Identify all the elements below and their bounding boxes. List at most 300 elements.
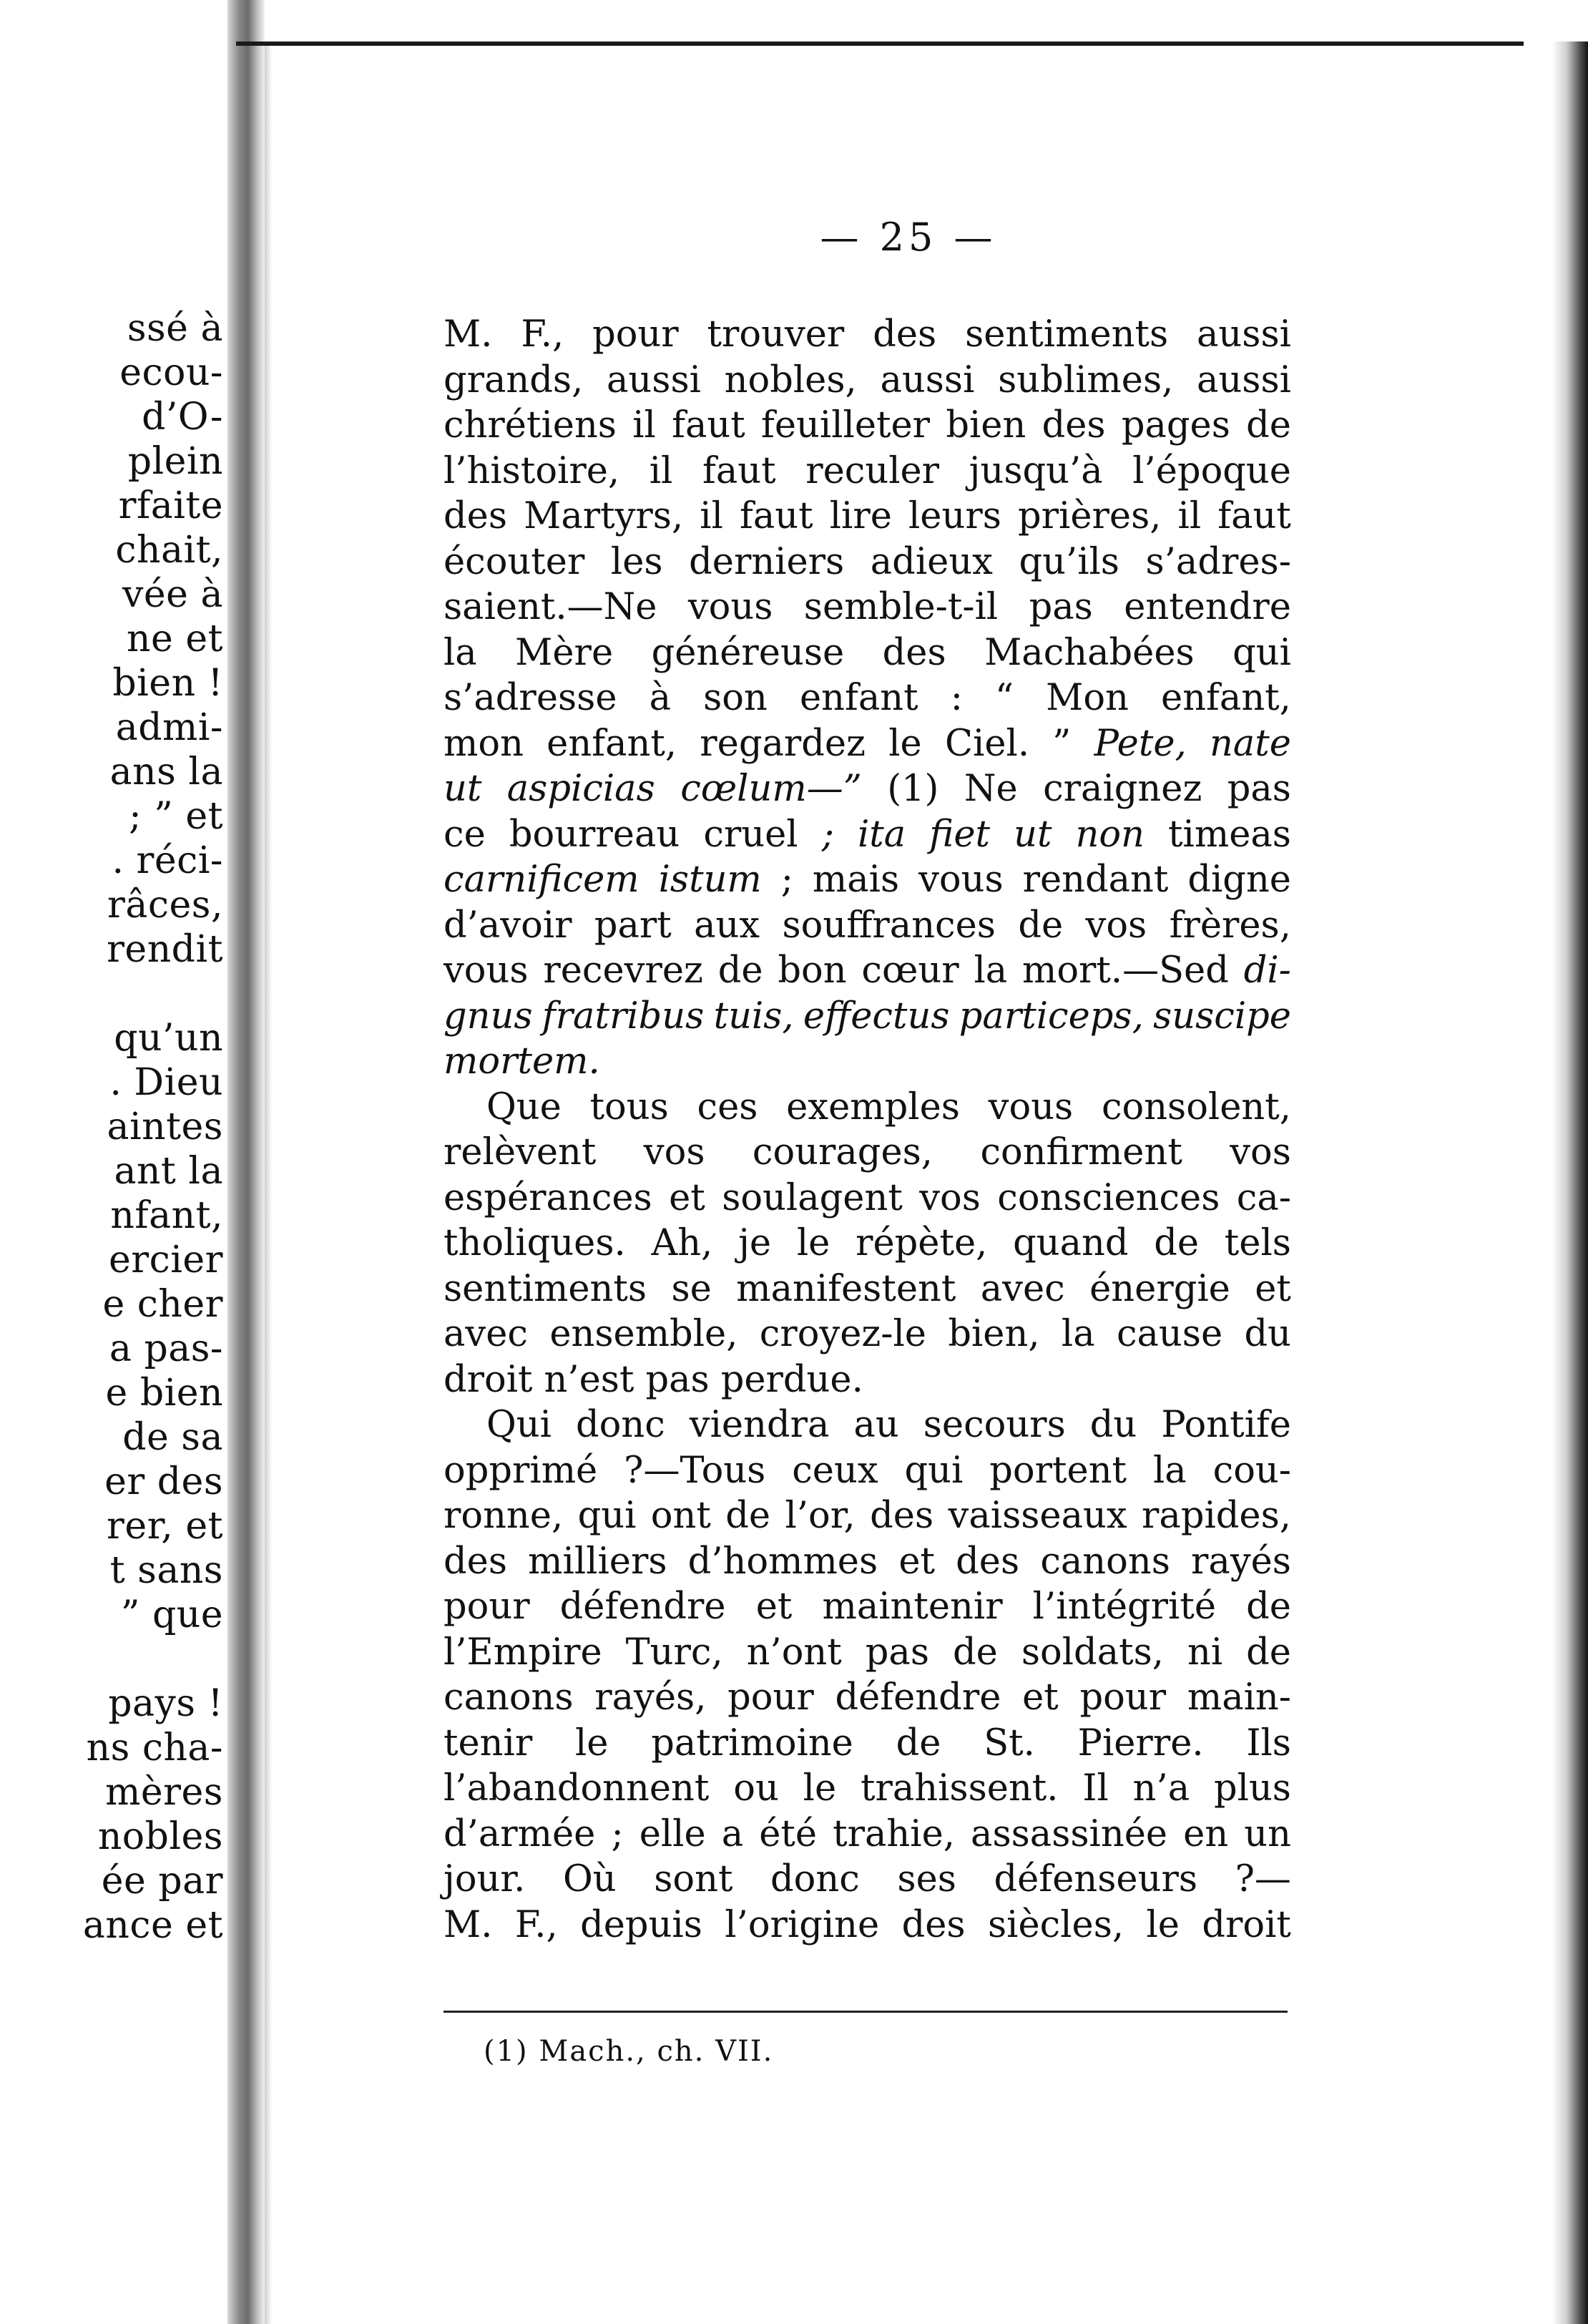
word: derniers (689, 540, 845, 583)
text-line (443, 1539, 1291, 1585)
word: di- (1243, 949, 1291, 992)
word: en (1183, 1812, 1229, 1855)
word: n’ont (746, 1631, 842, 1674)
word: gnus (443, 995, 533, 1038)
footnote-rule (443, 2011, 1288, 2013)
word: exemples (786, 1085, 960, 1128)
word: M. (443, 313, 493, 356)
word: prières, (1017, 495, 1162, 537)
word: aussi (880, 358, 975, 401)
word: défenseurs (994, 1858, 1197, 1900)
word: vous (687, 586, 773, 628)
word: pour (727, 1676, 814, 1719)
word: la (1152, 1449, 1187, 1492)
word: bourreau (509, 813, 680, 856)
word: courages, (752, 1131, 933, 1173)
word: St. (984, 1722, 1035, 1764)
word: F., (521, 313, 564, 356)
word: trouver (707, 313, 845, 356)
word: l’or, (785, 1495, 856, 1537)
word: écouter (443, 540, 585, 583)
word: mais (812, 859, 900, 901)
word: ensemble, (549, 1313, 738, 1355)
word: fratribus (541, 995, 705, 1038)
left-page-line: nfant, (110, 1194, 223, 1237)
text-line (443, 1176, 1291, 1221)
word: Martyrs, (524, 495, 684, 537)
word: ca- (1236, 1176, 1291, 1219)
text-line (443, 1402, 1291, 1448)
word: Que (486, 1085, 562, 1128)
word: il (700, 495, 723, 537)
left-page-line: ssé à (127, 307, 223, 350)
word: à (649, 677, 672, 719)
left-page-text (0, 306, 227, 1948)
text-line (443, 1584, 1291, 1630)
word: ni (1187, 1631, 1223, 1674)
text-line (443, 630, 1291, 676)
word: perdue. (720, 1358, 863, 1401)
word: a (721, 1812, 744, 1855)
left-page-line: ecou- (119, 351, 223, 394)
text-line (443, 1039, 1291, 1085)
word: ou (733, 1767, 779, 1810)
word: regardez (700, 722, 866, 765)
word: des (870, 1495, 934, 1537)
word: pour (1079, 1676, 1167, 1719)
word: le (1146, 1903, 1180, 1946)
word: saient.—Ne (443, 586, 657, 628)
word: tuis, (713, 995, 794, 1038)
word: du (1244, 1313, 1291, 1355)
word: l’abandonnent (443, 1767, 710, 1810)
word: Mon (1046, 677, 1129, 719)
word: le (888, 722, 922, 765)
word: enfant, (1161, 677, 1291, 719)
word: des (901, 1903, 966, 1946)
word: adieux (870, 540, 993, 583)
word: enfant (799, 677, 918, 719)
word: canons (1040, 1540, 1170, 1583)
word: reculer (805, 449, 940, 492)
text-line (443, 1130, 1291, 1176)
word: aspicias (506, 768, 655, 810)
word: fiet (929, 813, 990, 856)
word: opprimé (443, 1449, 598, 1492)
word: : (950, 677, 963, 719)
word: ; (821, 813, 834, 856)
word: frères, (1169, 904, 1291, 947)
left-page-line: . réci- (112, 839, 223, 882)
word: pas (865, 1631, 930, 1674)
word: rendant (1022, 859, 1169, 901)
word: grands, (443, 358, 584, 401)
word: nobles, (724, 358, 857, 401)
word: de (1018, 904, 1064, 947)
word: Ils (1246, 1722, 1291, 1764)
word: ceux (792, 1449, 878, 1492)
word: son (703, 677, 768, 719)
word: qui (904, 1449, 964, 1492)
page-number: — 25 — (820, 215, 997, 260)
word: timeas (1168, 813, 1291, 856)
left-page-line: nobles (97, 1815, 223, 1858)
word: Turc, (625, 1631, 723, 1674)
word: des (956, 1540, 1020, 1583)
word: il (632, 404, 656, 446)
word: droit (1202, 1903, 1291, 1946)
left-page-line: ercier (108, 1239, 223, 1281)
word: faut (740, 495, 813, 537)
word: avec (980, 1267, 1065, 1310)
left-page-line: er des (104, 1460, 223, 1503)
word: souffrances (782, 904, 996, 947)
text-line (443, 1675, 1291, 1721)
word: suscipe (1153, 995, 1291, 1038)
word: donc (576, 1404, 665, 1446)
word: tous (589, 1085, 669, 1128)
word: je (738, 1222, 772, 1264)
word: carnificem (443, 859, 639, 901)
word: au (853, 1404, 899, 1446)
word: cause (1116, 1313, 1223, 1355)
word: feuilleter (760, 404, 931, 446)
word: tenir (443, 1722, 533, 1764)
word: l’intégrité (1032, 1586, 1217, 1628)
word: quand (1013, 1222, 1129, 1264)
word: soldats, (1021, 1631, 1164, 1674)
left-page-line: chait, (115, 529, 223, 572)
left-page-line: t sans (109, 1549, 223, 1592)
word: sentiments (443, 1267, 647, 1310)
word: secours (923, 1404, 1066, 1446)
word: Ciel. (945, 722, 1030, 765)
text-line (443, 994, 1291, 1040)
word: aussi (607, 358, 701, 401)
word: qui (577, 1495, 637, 1537)
word: aussi (1197, 313, 1291, 356)
word: mortem. (443, 1040, 600, 1083)
word: donc (770, 1858, 860, 1900)
word: de (953, 1631, 998, 1674)
word: le (803, 1767, 837, 1810)
word: vous (988, 1085, 1074, 1128)
word: sublimes, (998, 358, 1174, 401)
word: canons (443, 1676, 574, 1719)
left-page-line: vée à (122, 573, 223, 616)
word: entendre (1124, 586, 1291, 628)
word: d’hommes (687, 1540, 878, 1583)
body-text (443, 312, 1291, 1948)
word: leurs (908, 495, 1001, 537)
left-page-line: plein (127, 440, 223, 483)
word: recevrez (543, 949, 703, 992)
word: aussi (1197, 358, 1291, 401)
word: cou- (1212, 1449, 1291, 1492)
word: des (1041, 404, 1106, 446)
text-line (443, 948, 1291, 994)
word: cœur (861, 949, 959, 992)
word: rayés, (594, 1676, 707, 1719)
word: assassinée (971, 1812, 1168, 1855)
text-line (443, 1085, 1291, 1131)
word: nate (1209, 722, 1291, 765)
word: istum (658, 859, 762, 901)
left-page-line: ant la (114, 1150, 223, 1193)
word: le (574, 1722, 609, 1764)
word: (1) (887, 768, 939, 810)
word: sentiments (965, 313, 1169, 356)
word: manifestent (736, 1267, 956, 1310)
word: aux (694, 904, 760, 947)
word: défendre (559, 1586, 726, 1628)
page-right-edge (1552, 42, 1588, 2324)
word: ronne, (443, 1495, 564, 1537)
word: de (725, 1495, 771, 1537)
word: pour (592, 313, 679, 356)
word: tels (1224, 1222, 1291, 1264)
word: craignez (1043, 768, 1202, 810)
word: vos (919, 1176, 981, 1219)
word: de (1246, 1586, 1291, 1628)
word: bien (946, 404, 1026, 446)
text-line (443, 1812, 1291, 1857)
word: faut (672, 404, 745, 446)
word: milliers (528, 1540, 667, 1583)
word: vos (1230, 1131, 1291, 1173)
word: rayés (1191, 1540, 1291, 1583)
word: vous (918, 859, 1004, 901)
word: vos (643, 1131, 705, 1173)
word: effectus (803, 995, 950, 1038)
word: vos (1085, 904, 1147, 947)
word: portent (989, 1449, 1127, 1492)
word: et (755, 1586, 793, 1628)
text-line (443, 1312, 1291, 1357)
left-page-line: mères (105, 1771, 223, 1814)
word: s’adres- (1145, 540, 1291, 583)
left-page-line: râces, (107, 884, 223, 927)
left-page-line: e cher (102, 1283, 223, 1326)
word: maintenir (822, 1586, 1003, 1628)
left-page-line: aintes (107, 1105, 223, 1148)
left-page-line: de sa (122, 1416, 223, 1459)
word: de (717, 949, 763, 992)
word: ita (857, 813, 906, 856)
left-page-line: rfaite (118, 484, 223, 527)
left-facing-page (0, 0, 227, 2324)
word: d’avoir (443, 904, 572, 947)
word: viendra (689, 1404, 830, 1446)
book-gutter (227, 0, 265, 2324)
word: et (669, 1176, 705, 1219)
word: consciences (997, 1176, 1220, 1219)
word: Ne (964, 768, 1018, 810)
word: espérances (443, 1176, 652, 1219)
left-page-line (0, 972, 227, 1016)
word: de (896, 1722, 941, 1764)
text-line (443, 1630, 1291, 1676)
word: mon (443, 722, 524, 765)
word: sont (654, 1858, 733, 1900)
word: ut (443, 768, 482, 810)
left-page-line: qu’un (114, 1017, 223, 1060)
word: pages (1121, 404, 1230, 446)
word: Où (562, 1858, 617, 1900)
word: se (671, 1267, 712, 1310)
text-line (443, 1903, 1291, 1948)
word: n’est (544, 1358, 634, 1401)
word: et (898, 1540, 935, 1583)
word: plus (1213, 1767, 1291, 1810)
word: F., (514, 1903, 558, 1946)
word: trahissent. (861, 1767, 1059, 1810)
word: cœlum—” (680, 768, 862, 810)
left-page-line: pays ! (108, 1682, 223, 1725)
text-line (443, 1721, 1291, 1767)
left-page-line: a pas- (109, 1327, 223, 1370)
text-line (443, 721, 1291, 767)
word: l’histoire, (443, 449, 620, 492)
left-page-line: ne et (127, 617, 223, 660)
word: pas (1227, 768, 1291, 810)
left-page-line: bien ! (112, 662, 223, 705)
word: faut (1217, 495, 1291, 537)
text-line (443, 1357, 1291, 1403)
word: soulagent (722, 1176, 903, 1219)
word: il (649, 449, 673, 492)
word: ?—Tous (624, 1449, 766, 1492)
text-line (443, 812, 1291, 858)
word: n’a (1132, 1767, 1190, 1810)
left-page-line: rer, et (106, 1505, 223, 1548)
text-line (443, 1766, 1291, 1812)
word: vaisseaux (948, 1495, 1127, 1537)
word: l’origine (725, 1903, 880, 1946)
word: Pete, (1094, 722, 1187, 765)
word: siècles, (988, 1903, 1124, 1946)
word: qu’ils (1019, 540, 1119, 583)
left-page-line: ; ” et (129, 795, 223, 838)
word: Machabées (984, 631, 1195, 674)
left-page-line: ” que (120, 1593, 223, 1636)
word: digne (1187, 859, 1291, 901)
text-line (443, 903, 1291, 949)
text-line (443, 494, 1291, 540)
left-page-line: ans la (109, 751, 223, 794)
word: s’adresse (443, 677, 617, 719)
word: bon (778, 949, 847, 992)
text-line (443, 585, 1291, 630)
word: la (443, 631, 477, 674)
word: depuis (580, 1903, 702, 1946)
word: “ (994, 677, 1014, 719)
word: Ah, (651, 1222, 713, 1264)
text-line (443, 449, 1291, 494)
word: jour. (443, 1858, 526, 1900)
word: des (443, 1540, 508, 1583)
word: enfant, (547, 722, 677, 765)
word: Il (1082, 1767, 1109, 1810)
word: de (1246, 1631, 1291, 1674)
word: tholiques. (443, 1222, 626, 1264)
text-line (443, 766, 1291, 812)
word: chrétiens (443, 404, 617, 446)
word: défendre (835, 1676, 1001, 1719)
book-page (272, 46, 1552, 2324)
word: cruel (703, 813, 798, 856)
word: la (974, 949, 1008, 992)
text-line (443, 1857, 1291, 1903)
word: bien, (948, 1313, 1040, 1355)
word: pas (645, 1358, 710, 1401)
word: été (759, 1812, 818, 1855)
word: et (1022, 1676, 1059, 1719)
word: particeps, (959, 995, 1144, 1038)
word: patrimoine (651, 1722, 853, 1764)
text-line (443, 675, 1291, 721)
left-page-line: . Dieu (109, 1061, 223, 1104)
word: ; (611, 1812, 624, 1855)
word: avec (443, 1313, 528, 1355)
word: consolent, (1101, 1085, 1291, 1128)
text-line (443, 312, 1291, 358)
word: Mère (515, 631, 614, 674)
word: droit (443, 1358, 533, 1401)
word: non (1075, 813, 1145, 856)
word: relèvent (443, 1131, 597, 1173)
text-line (443, 1266, 1291, 1312)
word: l’époque (1132, 449, 1291, 492)
text-line (443, 540, 1291, 585)
word: des (873, 313, 937, 356)
word: M. (443, 1903, 493, 1946)
word: vous (443, 949, 529, 992)
word: répète, (856, 1222, 988, 1264)
left-page-line: d’O- (142, 396, 223, 439)
word: ont (650, 1495, 711, 1537)
word: du (1089, 1404, 1137, 1446)
word: Qui (486, 1404, 552, 1446)
word: ?— (1235, 1858, 1291, 1900)
left-page-line: e bien (105, 1372, 223, 1415)
word: semble-t-il (803, 586, 999, 628)
text-line (443, 1221, 1291, 1266)
text-line (443, 857, 1291, 903)
word: d’armée (443, 1812, 596, 1855)
word: faut (702, 449, 776, 492)
word: de (1154, 1222, 1200, 1264)
word: trahie, (833, 1812, 955, 1855)
word: ces (697, 1085, 758, 1128)
word: un (1244, 1812, 1291, 1855)
word: énergie (1089, 1267, 1230, 1310)
word: Pontife (1161, 1404, 1291, 1446)
word: main- (1187, 1676, 1291, 1719)
text-line (443, 403, 1291, 449)
word: ” (1052, 722, 1072, 765)
word: croyez-le (759, 1313, 926, 1355)
text-line (443, 358, 1291, 404)
word: qui (1232, 631, 1291, 674)
footnote: (1) Mach., ch. VII. (484, 2035, 774, 2068)
left-page-line: admi- (115, 706, 223, 749)
word: ses (897, 1858, 956, 1900)
word: confirment (980, 1131, 1182, 1173)
word: le (796, 1222, 830, 1264)
word: pour (443, 1586, 530, 1628)
word: mort.—Sed (1021, 949, 1229, 992)
